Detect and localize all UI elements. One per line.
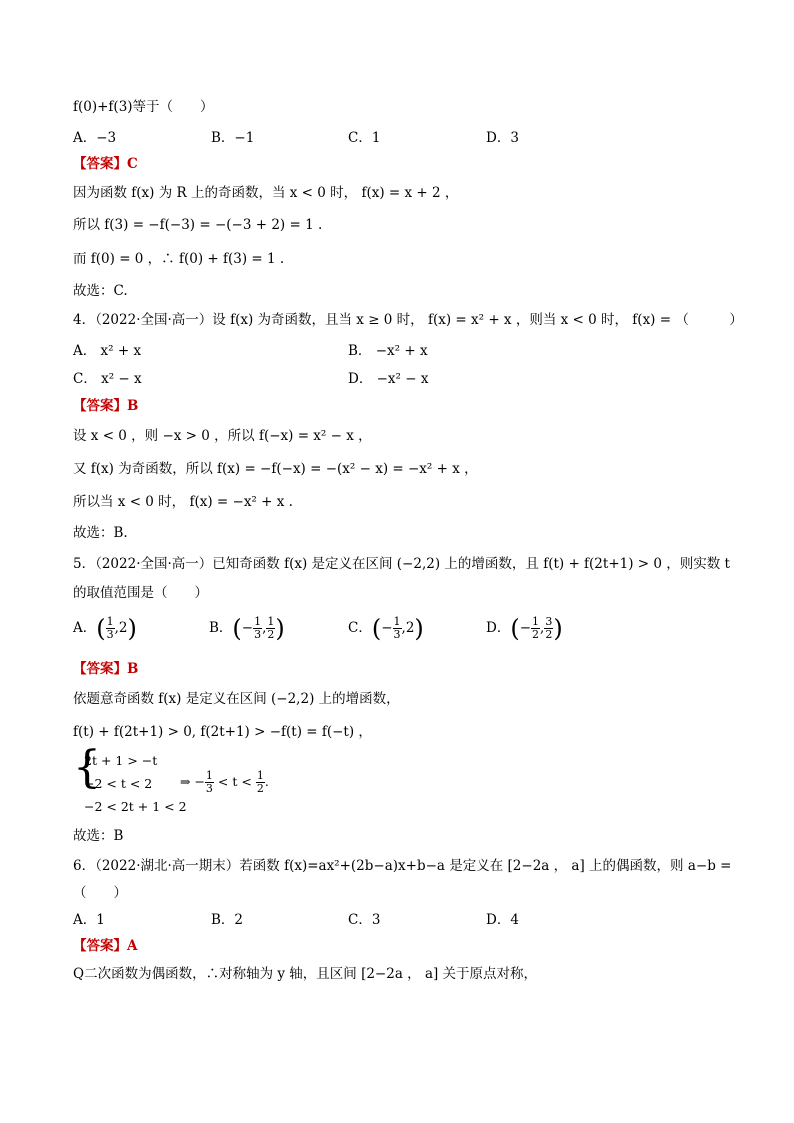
q6-option-a: A．1: [73, 912, 105, 928]
system-result: ⇒ − $\frac{1}{3}$ < t < $\frac{1}{2}$ .: [180, 769, 269, 795]
q5-final-choice: 故选：B: [73, 828, 124, 844]
q3-option-b: B．−1: [211, 130, 255, 146]
q4-option-d: D． −x² − x: [348, 371, 429, 387]
q4-answer-label: 【答案】B: [73, 398, 139, 414]
q6-option-b: B．2: [211, 912, 244, 928]
q5-solution-line-1: 依题意奇函数 f(x) 是定义在区间 (−2,2) 上的增函数，: [73, 691, 400, 707]
q3-solution-line-1: 因为函数 f(x) 为 R 上的奇函数，当 x < 0 时， f(x) = x + 2 ，: [73, 185, 459, 201]
q3-solution-line-4: 故选：C.: [73, 283, 128, 299]
q3-stem-tail: f(0)+f(3)等于（ ）: [73, 99, 214, 115]
q4-option-a: A． x² + x: [73, 343, 142, 359]
q3-option-d: D．3: [486, 130, 519, 146]
q4-solution-line-4: 故选：B.: [73, 525, 128, 541]
system-inequality-2: −2 < t < 2: [84, 776, 153, 791]
system-inequality-3: −2 < 2t + 1 < 2: [84, 799, 187, 814]
q5-stem-line-2: 的取值范围是（ ）: [73, 585, 208, 601]
q6-answer-label: 【答案】A: [73, 938, 138, 954]
q5-solution-line-2: f(t) + f(2t+1) > 0, f(2t+1) > −f(t) = f(−t) ，: [73, 724, 372, 740]
q5-option-c: C．(− $\frac{1}{3}$ ,2): [348, 614, 424, 643]
q4-solution-line-2: 又 f(x) 为奇函数，所以 f(x) = −f(−x) = −(x² − x) = −x² + x ，: [73, 461, 478, 477]
q5-option-a: A．( $\frac{1}{3}$ ,2): [73, 614, 137, 643]
q4-option-c: C． x² − x: [73, 371, 142, 387]
q6-option-c: C．3: [348, 912, 381, 928]
system-inequality-1: 2t + 1 > −t: [84, 753, 158, 768]
q6-option-d: D．4: [486, 912, 519, 928]
q5-stem-line-1: 5．（2022·全国·高一）已知奇函数 f(x) 是定义在区间 (−2,2) 上的增函数，且 f(t) + f(2t+1) > 0 ，则实数 t: [73, 556, 730, 572]
q3-solution-line-3: 而 f(0) = 0 ，∴ f(0) + f(3) = 1 .: [73, 251, 285, 267]
q5-answer-label: 【答案】B: [73, 661, 139, 677]
q3-answer-label: 【答案】C: [73, 156, 138, 172]
q3-solution-line-2: 所以 f(3) = −f(−3) = −(−3 + 2) = 1 .: [73, 217, 323, 233]
system-brace: {: [73, 742, 101, 793]
q3-option-a: A．−3: [73, 130, 117, 146]
q5-option-d: D．(− $\frac{1}{2}$ , $\frac{3}{2}$ ): [486, 614, 563, 643]
q3-option-c: C．1: [348, 130, 381, 146]
q6-stem-line-2: （ ）: [73, 885, 127, 901]
q4-stem: 4．（2022·全国·高一）设 f(x) 为奇函数，且当 x ≥ 0 时， f(x) = x² + x ，则当 x < 0 时， f(x) = （ ）: [73, 312, 743, 328]
q5-option-b: B．(− $\frac{1}{3}$ , $\frac{1}{2}$ ): [209, 614, 285, 643]
q4-option-b: B． −x² + x: [348, 343, 428, 359]
q6-solution-line-1: Q二次函数为偶函数，∴对称轴为 y 轴，且区间 [2−2a ， a] 关于原点对称，: [73, 966, 538, 982]
q4-solution-line-1: 设 x < 0 ，则 −x > 0 ，所以 f(−x) = x² − x ，: [73, 428, 372, 444]
q4-solution-line-3: 所以当 x < 0 时， f(x) = −x² + x .: [73, 494, 293, 510]
q6-stem-line-1: 6．（2022·湖北·高一期末）若函数 f(x)=ax²+(2b−a)x+b−a 是定义在 [2−2a ， a] 上的偶函数，则 a−b =: [73, 858, 732, 874]
